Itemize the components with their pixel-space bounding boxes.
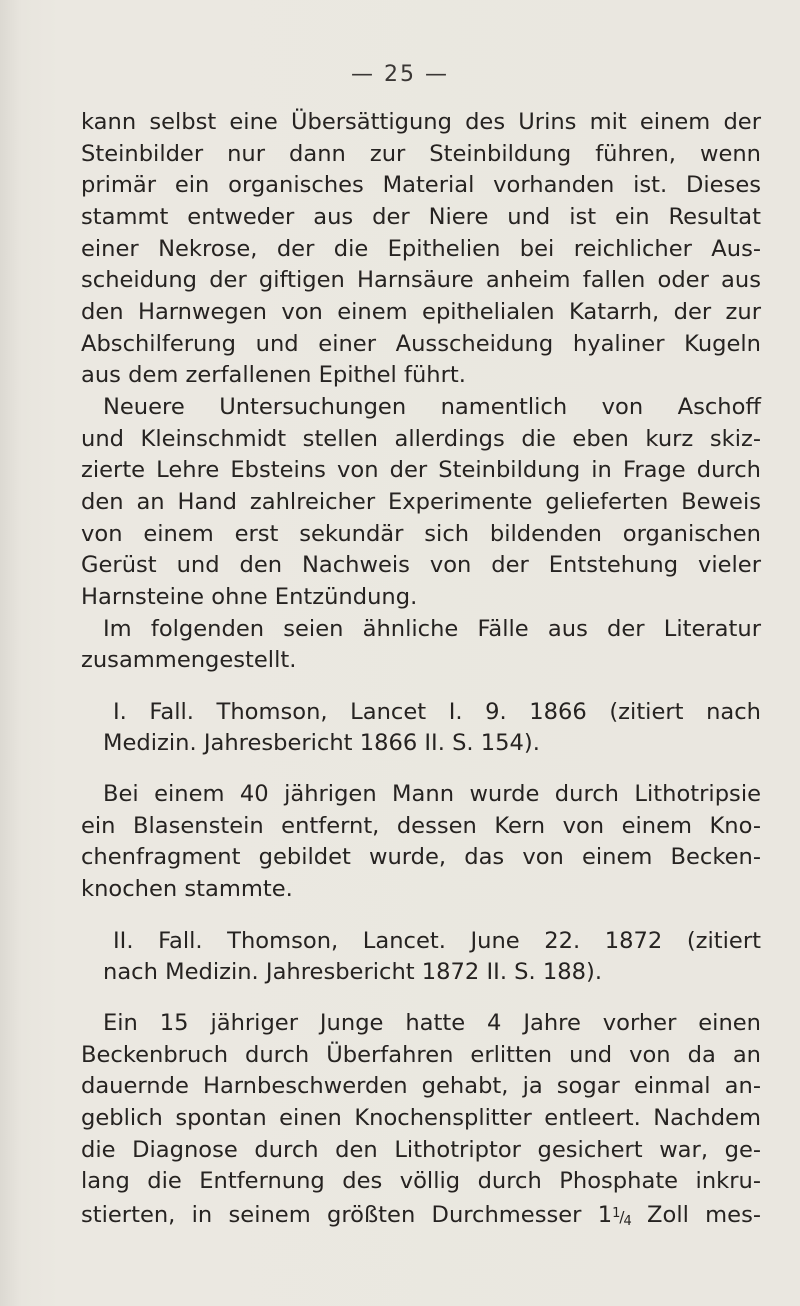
text-line: zusammengestellt. <box>81 647 297 674</box>
text-line: primär ein organisches Material vorhanden ist. Dieses <box>81 172 761 199</box>
fraction-denominator: 4 <box>623 1214 631 1229</box>
case-heading: Medizin. Jahresbericht 1866 II. S. 154). <box>103 730 540 757</box>
text-line: die Diagnose durch den Lithotriptor gesichert war, ge- <box>81 1136 761 1163</box>
spacer <box>81 760 761 779</box>
text-line: von einem erst sekundär sich bildenden organischen <box>81 520 761 547</box>
fraction-numerator: 1 <box>612 1206 620 1221</box>
text-line: ein Blasenstein entfernt, dessen Kern von einem Kno- <box>81 812 761 839</box>
body-text <box>81 107 761 1238</box>
spacer <box>81 677 761 697</box>
spacer <box>81 989 761 1008</box>
text-line: stammt entweder aus der Niere und ist ein Resultat <box>81 203 761 230</box>
text-line: Gerüst und den Nachweis von der Entstehung vieler <box>81 552 761 579</box>
text-line: den Harnwegen von einem epithelialen Katarrh, der zur <box>81 298 761 325</box>
text-line: kann selbst eine Übersättigung des Urins mit einem der <box>81 109 761 135</box>
page-number: — 25 — <box>351 62 449 87</box>
text-fragment: Zoll mes- <box>630 1202 761 1228</box>
text-line: Beckenbruch durch Überfahren erlitten und von da an <box>81 1041 761 1068</box>
text-line: zierte Lehre Ebsteins von der Steinbildung in Frage durch <box>81 457 761 484</box>
text-fragment: stierten, in seinem größten Durchmesser 1 <box>81 1202 613 1228</box>
text-line: Neuere Untersuchungen namentlich von Aschoff <box>103 393 761 420</box>
case-heading: II. Fall. Thomson, Lancet. June 22. 1872 (zitiert <box>113 927 761 954</box>
text-line: lang die Entfernung des völlig durch Phosphate inkru- <box>81 1168 761 1195</box>
text-line <box>81 1198 761 1238</box>
text-line: dauernde Harnbeschwerden gehabt, ja sogar einmal an- <box>81 1073 761 1100</box>
text-line: aus dem zerfallenen Epithel führt. <box>81 362 466 389</box>
text-line: einer Nekrose, der die Epithelien bei reichlicher Aus- <box>81 235 761 262</box>
text-line: und Kleinschmidt stellen allerdings die eben kurz skiz- <box>81 425 761 452</box>
text-line: scheidung der giftigen Harnsäure anheim fallen oder aus <box>81 267 761 294</box>
text-line: Steinbilder nur dann zur Steinbildung führen, wenn <box>81 140 761 167</box>
text-line: Abschilferung und einer Ausscheidung hyaliner Kugeln <box>81 330 761 357</box>
text-line: den an Hand zahlreicher Experimente gelieferten Beweis <box>81 488 761 515</box>
fraction: $^1/_4$ <box>612 1206 631 1229</box>
text-line: Ein 15 jähriger Junge hatte 4 Jahre vorher einen <box>103 1010 761 1037</box>
spacer <box>81 906 761 926</box>
case-heading: nach Medizin. Jahresbericht 1872 II. S. 188). <box>103 959 603 986</box>
text-line: geblich spontan einen Knochensplitter entleert. Nachdem <box>81 1105 761 1132</box>
text-line: chenfragment gebildet wurde, das von einem Becken- <box>81 844 761 871</box>
text-line: Bei einem 40 jährigen Mann wurde durch Lithotripsie <box>103 781 761 808</box>
text-line: Im folgenden seien ähnliche Fälle aus der Literatur <box>103 615 761 642</box>
case-heading: I. Fall. Thomson, Lancet I. 9. 1866 (zitiert nach <box>113 698 761 725</box>
text-line: Harnsteine ohne Entzündung. <box>81 583 418 610</box>
text-line: knochen stammte. <box>81 876 293 903</box>
